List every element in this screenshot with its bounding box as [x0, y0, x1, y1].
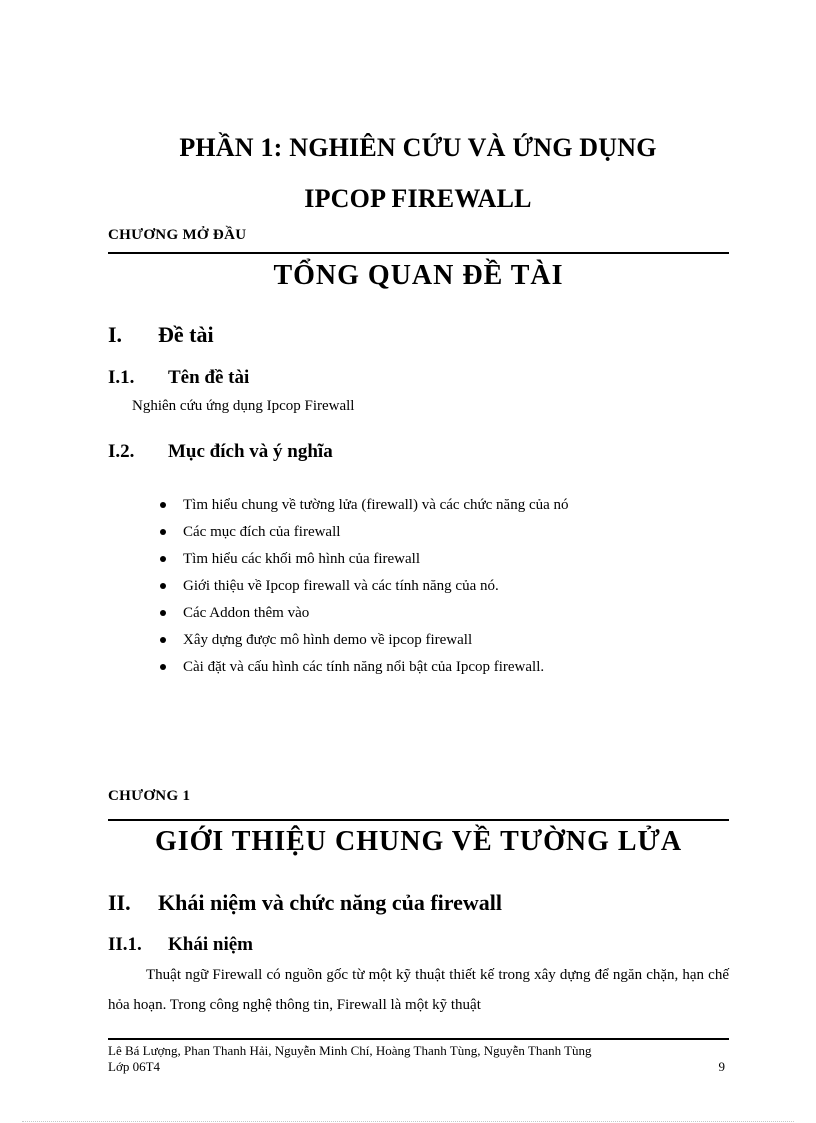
list-item: Tìm hiểu các khối mô hình của firewall	[160, 549, 569, 576]
bullet-icon	[160, 502, 166, 508]
list-item: Tìm hiểu chung về tường lửa (firewall) và các chức năng của nó	[160, 495, 569, 522]
subsection-heading-i2	[108, 441, 333, 463]
bullet-icon	[160, 529, 166, 535]
subsection-heading-ii1	[108, 934, 253, 956]
page-edge	[22, 1121, 794, 1122]
subsection-title: Mục đích và ý nghĩa	[168, 441, 333, 462]
bullet-icon	[160, 637, 166, 643]
section-title: Khái niệm và chức năng của firewall	[158, 890, 503, 915]
subsection-number: I.2.	[108, 441, 135, 462]
subsection-title: Khái niệm	[168, 934, 253, 955]
page-number: 9	[718, 1059, 725, 1074]
part-title-line2: IPCOP FIREWALL	[304, 184, 532, 213]
chapter-divider	[108, 819, 729, 821]
subsection-number: I.1.	[108, 367, 135, 388]
section-number: I.	[108, 322, 123, 347]
subsection-number: II.1.	[108, 934, 142, 955]
list-item: Các mục đích của firewall	[160, 522, 569, 549]
bullet-icon	[160, 664, 166, 670]
chapter-label-1: CHƯƠNG 1	[108, 788, 191, 804]
list-item: Cài đặt và cấu hình các tính năng nổi bật của Ipcop firewall.	[160, 657, 569, 684]
section-number: II.	[108, 890, 131, 915]
section-heading-ii	[108, 890, 502, 916]
list-item: Xây dựng được mô hình demo về ipcop firewall	[160, 630, 569, 657]
purpose-bullet-list	[160, 495, 569, 684]
bullet-icon	[160, 556, 166, 562]
chapter-title-1: GIỚI THIỆU CHUNG VỀ TƯỜNG LỬA	[154, 826, 683, 857]
section-heading-i	[108, 322, 214, 348]
definition-paragraph: Thuật ngữ Firewall có nguồn gốc từ một kỹ thuật thiết kế trong xây dựng để ngăn chặn, hạn chế hỏa hoạn. Trong công nghệ thông tin, Firewall là một kỹ thuật	[108, 967, 729, 1013]
subsection-title: Tên đề tài	[168, 367, 250, 388]
bullet-icon	[160, 610, 166, 616]
bullet-icon	[160, 583, 166, 589]
list-item: Các Addon thêm vào	[160, 603, 569, 630]
topic-name-text: Nghiên cứu ứng dụng Ipcop Firewall	[132, 398, 355, 414]
footer-authors: Lê Bá Lượng, Phan Thanh Hải, Nguyễn Minh Chí, Hoàng Thanh Tùng, Nguyễn Thanh Tùng	[108, 1043, 592, 1058]
footer-class: Lớp 06T4	[108, 1059, 161, 1074]
section-title: Đề tài	[158, 322, 214, 347]
subsection-heading-i1	[108, 367, 249, 389]
footer-divider	[108, 1038, 729, 1040]
chapter-title-intro: TỔNG QUAN ĐỀ TÀI	[273, 260, 564, 291]
chapter-label-intro: CHƯƠNG MỞ ĐẦU	[108, 227, 247, 243]
list-item: Giới thiệu về Ipcop firewall và các tính năng của nó.	[160, 576, 569, 603]
chapter-divider	[108, 252, 729, 254]
part-title-line1: PHẦN 1: NGHIÊN CỨU VÀ ỨNG DỤNG	[179, 133, 657, 162]
